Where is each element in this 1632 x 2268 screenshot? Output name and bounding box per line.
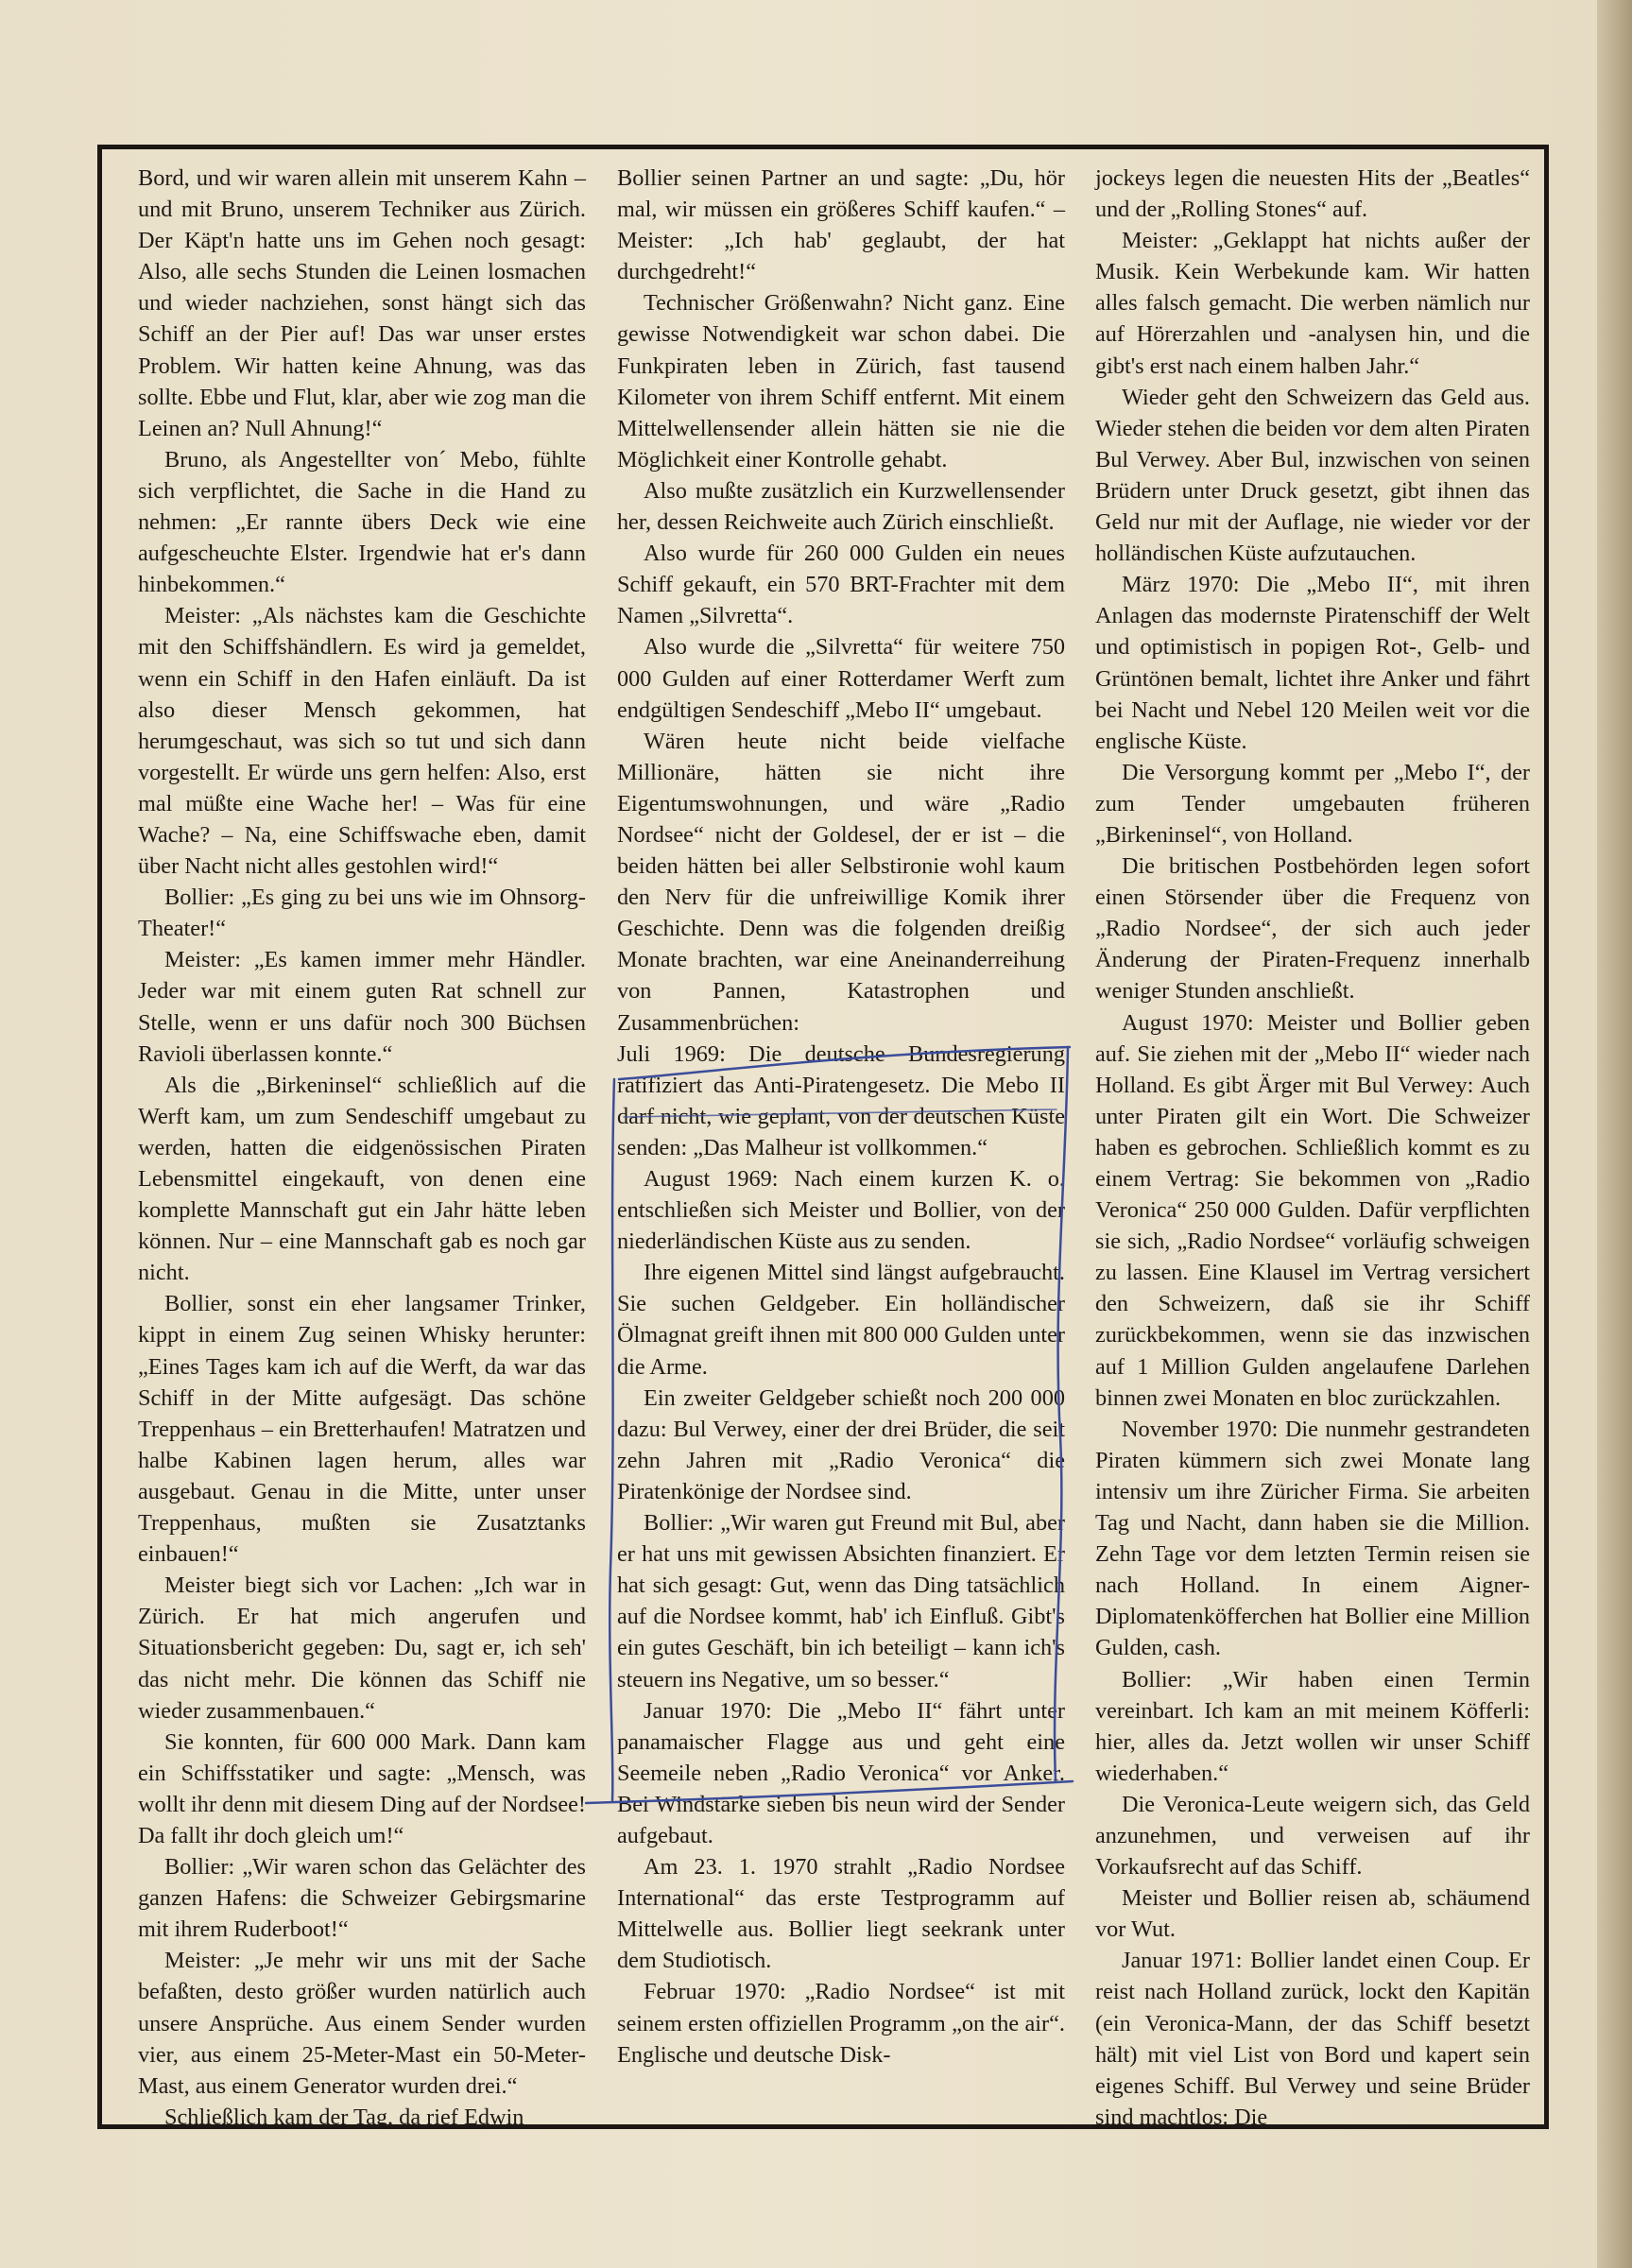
paragraph: Bollier, sonst ein eher langsamer Trinker, kippt in einem Zug seinen Whisky herunter: „Eines Tages kam ich auf die Werft, da war das Schiff in der Mitte aufgesägt. Das schöne Treppenhaus – ein Bretterhaufen! Matratzen und halbe Kabinen lagen herum, alles war ausgebaut. Genau in die Mitte, unter unser Treppenhaus, mußten sie Zusatztanks einbauen!“ xyxy=(138,1291,586,1568)
paragraph: Juli 1969: Die deutsche Bundesregierung ratifiziert das Anti-Piratengesetz. Die Mebo II darf nicht, wie geplant, von der deutschen Küste senden: „Das Malheur ist vollkommen.“ xyxy=(617,1040,1065,1160)
paragraph: Also mußte zusätzlich ein Kurzwellensender her, dessen Reichweite auch Zürich einschließt. xyxy=(617,477,1065,536)
paragraph: Bollier: „Es ging zu bei uns wie im Ohnsorg-Theater!“ xyxy=(138,885,586,942)
paragraph: Die Versorgung kommt per „Mebo I“, der zum Tender umgebauten früheren „Birkeninsel“, von Holland. xyxy=(1095,759,1530,848)
paragraph: Also wurde die „Silvretta“ für weitere 750 000 Gulden auf einer Rotterdamer Werft zum endgültigen Sendeschiff „Mebo II“ umgebaut. xyxy=(617,634,1065,723)
paragraph: Schließlich kam der Tag, da rief Edwin xyxy=(164,2104,524,2130)
paragraph: Januar 1970: Die „Mebo II“ fährt unter panamaischer Flagge aus und geht eine Seemeile neben „Radio Veronica“ vor Anker. Bei Windstärke sieben bis neun wird der Sender aufgebaut. xyxy=(617,1697,1065,1848)
text-column-1 xyxy=(138,163,586,2133)
paragraph: Bollier seinen Partner an und sagte: „Du, hör mal, wir müssen ein größeres Schiff kaufen.“ – Meister: „Ich hab' geglaubt, der hat durchgedreht!“ xyxy=(617,165,1065,285)
paragraph: Wären heute nicht beide vielfache Millionäre, hätten sie nicht ihre Eigentumswohnungen, und wäre „Radio Nordsee“ nicht der Goldesel, der er ist – die beiden hätten bei aller Selbstironie wohl kaum den Nerv für die unfreiwillige Komik ihrer Geschichte. Denn was die folgenden dreißig Monate brachten, war eine Aneinanderreihung von Pannen, Katastrophen und Zusammenbrüchen: xyxy=(617,728,1065,1036)
paragraph: Meister: „Es kamen immer mehr Händler. Jeder war mit einem guten Rat schnell zur Stelle, wenn er uns dafür noch 300 Büchsen Ravioli überlassen konnte.“ xyxy=(138,947,586,1067)
paragraph: Bollier: „Wir waren gut Freund mit Bul, aber er hat uns mit gewissen Absichten finanziert. Er hat sich gesagt: Gut, wenn das Ding tatsächlich auf die Nordsee kommt, hab' ich Einfluß. Gibt's ein gutes Geschäft, bin ich beteiligt – kann ich's steuern ins Negative, um so besser.“ xyxy=(617,1510,1065,1692)
paragraph: Bollier: „Wir haben einen Termin vereinbart. Ich kam an mit meinem Köfferli: hier, alles da. Jetzt wollen wir unser Schiff wiederhaben.“ xyxy=(1095,1666,1530,1786)
paragraph: Die britischen Postbehörden legen sofort einen Störsender über die Frequenz von „Radio Nordsee“, der sich auch jeder Änderung der Piraten-Frequenz innerhalb weniger Stunden anschließt. xyxy=(1095,853,1530,1005)
paragraph: Die Veronica-Leute weigern sich, das Geld anzunehmen, und verweisen auf ihr Vorkaufsrecht auf das Schiff. xyxy=(1095,1791,1530,1881)
paragraph: Bollier: „Wir waren schon das Gelächter des ganzen Hafens: die Schweizer Gebirgsmarine mit ihrem Ruderboot!“ xyxy=(138,1854,586,1943)
paragraph: März 1970: Die „Mebo II“, mit ihren Anlagen das modernste Piratenschiff der Welt und optimistisch in popigen Rot-, Gelb- und Grüntönen bemalt, lichtet ihre Anker und fährt bei Nacht und Nebel 120 Meilen weit vor die englische Küste. xyxy=(1095,572,1530,754)
paragraph: Ihre eigenen Mittel sind längst aufgebraucht. Sie suchen Geldgeber. Ein holländischer Ölmagnat greift ihnen mit 800 000 Gulden unter die Arme. xyxy=(617,1260,1065,1380)
paragraph: Bruno, als Angestellter von´ Mebo, fühlte sich verpflichtet, die Sache in die Hand zu nehmen: „Er rannte übers Deck wie eine aufgescheuchte Elster. Irgendwie hat er's dann hinbekommen.“ xyxy=(138,446,586,598)
paragraph: Ein zweiter Geldgeber schießt noch 200 000 dazu: Bul Verwey, einer der drei Brüder, die seit zehn Jahren mit „Radio Veronica“ die Piratenkönige der Nordsee sind. xyxy=(617,1384,1065,1504)
paragraph: Technischer Größenwahn? Nicht ganz. Eine gewisse Notwendigkeit war schon dabei. Die Funkpiraten leben in Zürich, fast tausend Kilometer von ihrem Schiff entfernt. Mit einem Mittelwellensender allein hätten sie nie die Möglichkeit einer Kontrolle gehabt. xyxy=(617,290,1065,472)
paragraph: November 1970: Die nunmehr gestrandeten Piraten kümmern sich zwei Monate lang intensiv um ihre Züricher Firma. Sie arbeiten Tag und Nacht, dann haben sie die Million. Zehn Tage vor dem letzten Termin reisen sie nach Holland. In einem Aigner-Diplomatenköfferchen hat Bollier eine Million Gulden, cash. xyxy=(1095,1416,1530,1661)
paragraph: Bord, und wir waren allein mit unserem Kahn – und mit Bruno, unserem Techniker aus Zürich. Der Käpt'n hatte uns im Gehen noch gesagt: Also, alle sechs Stunden die Leinen losmachen und wieder nachziehen, sonst hängt sich das Schiff an der Pier auf! Das war unser erstes Problem. Wir hatten keine Ahnung, was das sollte. Ebbe und Flut, klar, aber wie zog man die Leinen an? Null Ahnung!“ xyxy=(138,165,586,441)
page-edge xyxy=(1597,0,1632,2268)
paragraph: Meister und Bollier reisen ab, schäumend vor Wut. xyxy=(1095,1885,1530,1943)
text-column-3 xyxy=(1095,163,1530,2133)
paragraph: Am 23. 1. 1970 strahlt „Radio Nordsee International“ das erste Testprogramm auf Mittelwelle aus. Bollier liegt seekrank unter dem Studiotisch. xyxy=(617,1854,1065,1974)
paragraph: August 1970: Meister und Bollier geben auf. Sie ziehen mit der „Mebo II“ wieder nach Holland. Es gibt Ärger mit Bul Verwey: Auch unter Piraten gilt ein Wort. Die Schweizer haben es gebrochen. Schließlich kommt es zu einem Vertrag: Sie bekommen von „Radio Veronica“ 250 000 Gulden. Dafür verpflichten sie sich, „Radio Nordsee“ vorläufig schweigen zu lassen. Eine Klausel im Vertrag versichert den Schweizern, daß sie ihr Schiff zurückbekommen, wenn sie das inzwischen auf 1 Million Gulden angelaufene Darlehen binnen zwei Monaten en bloc zurückzahlen. xyxy=(1095,1009,1530,1411)
paragraph: Sie konnten, für 600 000 Mark. Dann kam ein Schiffsstatiker und sagte: „Mensch, was wollt ihr denn mit diesem Ding auf der Nordsee! Da fallt ihr doch gleich um!“ xyxy=(138,1728,586,1848)
paragraph: Meister biegt sich vor Lachen: „Ich war in Zürich. Er hat mich angerufen und Situationsbericht gegeben: Du, sagt er, ich seh' das nicht mehr. Die können das Schiff nie wieder zusammenbauen.“ xyxy=(138,1572,586,1724)
paragraph: Als die „Birkeninsel“ schließlich auf die Werft kam, um zum Sendeschiff umgebaut zu werden, hatten die eidgenössischen Piraten Lebensmittel eingekauft, von denen eine komplette Mannschaft gut ein Jahr hätte leben können. Nur – eine Mannschaft gab es noch gar nicht. xyxy=(138,1072,586,1286)
paragraph: August 1969: Nach einem kurzen K. o. entschließen sich Meister und Bollier, von der niederländischen Küste aus zu senden. xyxy=(617,1166,1065,1255)
paragraph: Also wurde für 260 000 Gulden ein neues Schiff gekauft, ein 570 BRT-Frachter mit dem Namen „Silvretta“. xyxy=(617,541,1065,629)
paragraph: Januar 1971: Bollier landet einen Coup. Er reist nach Holland zurück, lockt den Kapitän (ein Veronica-Mann, der das Schiff besetzt hält) mit viel List von Bord und kapert sein eigenes Schiff. Bul Verwey und seine Brüder sind machtlos: Die xyxy=(1095,1948,1530,2130)
paragraph: Meister: „Geklappt hat nichts außer der Musik. Kein Werbekunde kam. Wir hatten alles falsch gemacht. Die werben nämlich nur auf Hörerzahlen und -analysen hin, und die gibt's erst nach einem halben Jahr.“ xyxy=(1095,228,1530,379)
paragraph: Wieder geht den Schweizern das Geld aus. Wieder stehen die beiden vor dem alten Piraten Bul Verwey. Aber Bul, inzwischen von seinen Brüdern unter Druck gesetzt, gibt ihnen das Geld nur mit der Auflage, nie wieder vor der holländischen Küste aufzutauchen. xyxy=(1095,384,1530,567)
paragraph: Meister: „Je mehr wir uns mit der Sache befaßten, desto größer wurden natürlich auch unsere Ansprüche. Aus einem Sender wurden vier, aus einem 25-Meter-Mast ein 50-Meter-Mast, aus einem Generator wurden drei.“ xyxy=(138,1948,586,2099)
paragraph: jockeys legen die neuesten Hits der „Beatles“ und der „Rolling Stones“ auf. xyxy=(1095,165,1530,223)
paragraph: Meister: „Als nächstes kam die Geschichte mit den Schiffshändlern. Es wird ja gemeldet, wenn ein Schiff in den Hafen einläuft. Da ist also dieser Mensch gekommen, hat herumgeschaut, was sich so tut und sich dann vorgestellt. Er würde uns gern helfen: Also, erst mal müßte eine Wache her! – Was für eine Wache? – Na, eine Schiffswache eben, damit über Nacht nicht alles gestohlen wird!“ xyxy=(138,603,586,880)
paragraph: Februar 1970: „Radio Nordsee“ ist mit seinem ersten offiziellen Programm „on the air“. Englische und deutsche Disk- xyxy=(617,1979,1065,2068)
text-column-2 xyxy=(617,163,1065,2070)
